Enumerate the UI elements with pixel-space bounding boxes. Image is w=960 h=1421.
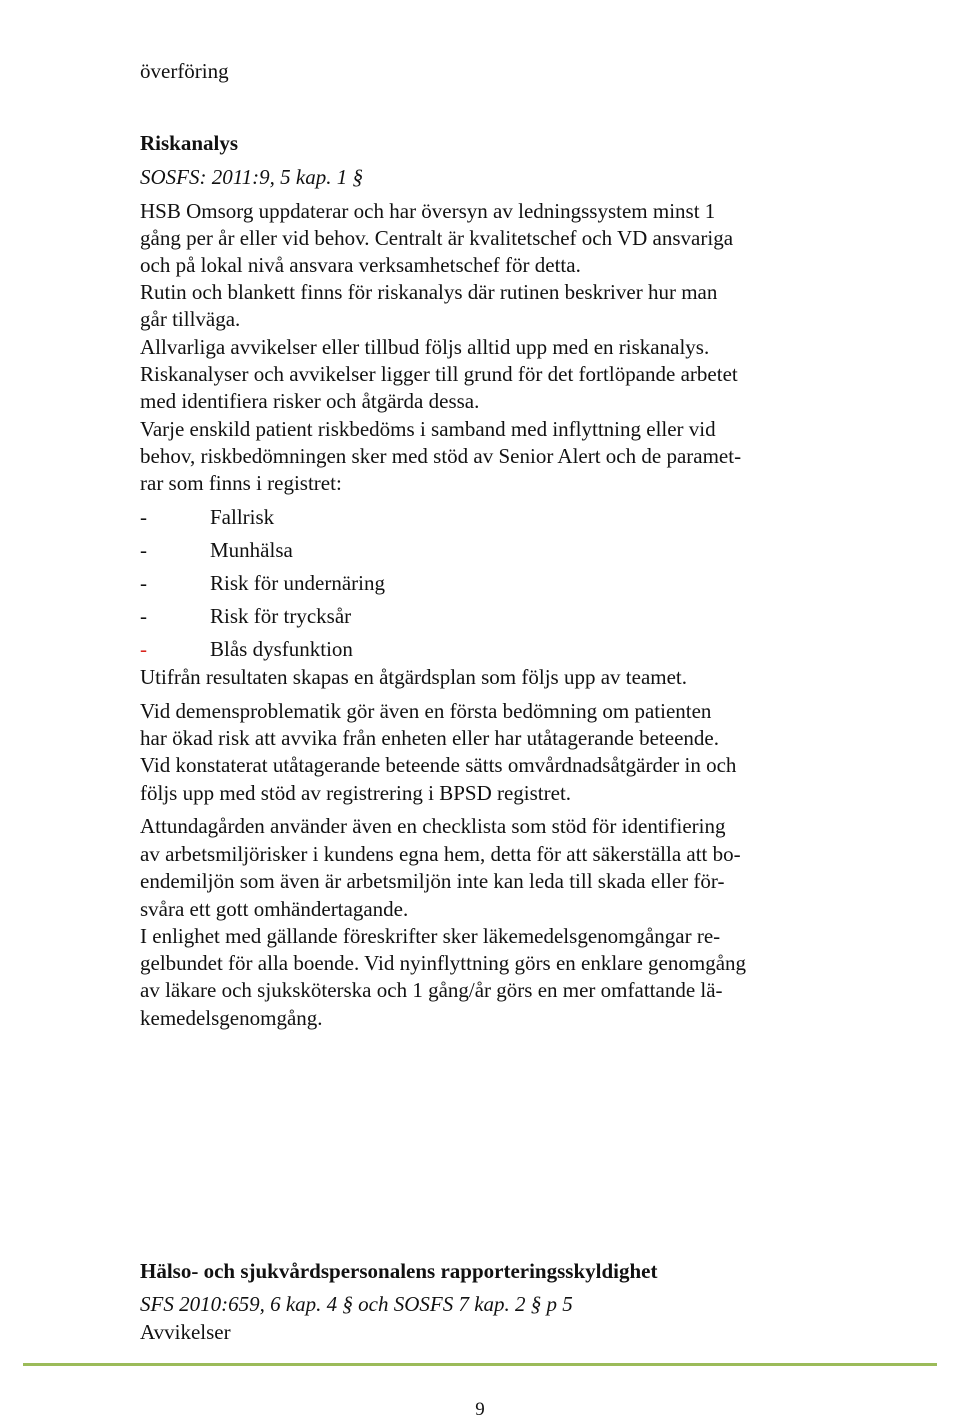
body-text-line: svåra ett gott omhändertagande. (140, 897, 409, 921)
list-dash: - (140, 571, 147, 595)
regulation-reference: SFS 2010:659, 6 kap. 4 § och SOSFS 7 kap. 2 § p 5 (140, 1292, 573, 1316)
body-text-line: har ökad risk att avvika från enheten eller har utåtagerande beteende. (140, 726, 719, 750)
page-number: 9 (475, 1399, 485, 1420)
list-dash: - (140, 505, 147, 529)
body-text-line: Varje enskild patient riskbedöms i samband med inflyttning eller vid (140, 417, 716, 441)
body-text-line: Utifrån resultaten skapas en åtgärdsplan som följs upp av teamet. (140, 665, 688, 689)
section-heading: Riskanalys (140, 131, 239, 155)
list-item (140, 570, 540, 597)
body-text-line: Vid demensproblematik gör även en första bedömning om patienten (140, 699, 712, 723)
list-dash: - (140, 604, 147, 628)
body-text-line: Attundagården använder även en checklista som stöd för identifiering (140, 814, 726, 838)
list-item-text: Fallrisk (210, 505, 275, 529)
subheading: Avvikelser (140, 1320, 231, 1344)
list-item (140, 504, 540, 531)
body-text-line: rar som finns i registret: (140, 471, 342, 495)
body-text-line: går tillväga. (140, 307, 241, 331)
body-text-line: och på lokal nivå ansvara verksamhetschef för detta. (140, 253, 581, 277)
body-text-line: Allvarliga avvikelser eller tillbud följs alltid upp med en riskanalys. (140, 335, 710, 359)
list-item-text: Blås dysfunktion (210, 637, 353, 661)
body-text-line: Riskanalyser och avvikelser ligger till grund för det fortlöpande arbetet (140, 362, 738, 386)
body-text: överföring (140, 59, 229, 83)
body-text-line: av läkare och sjuksköterska och 1 gång/år görs en mer omfattande lä- (140, 978, 723, 1002)
list-item (140, 603, 540, 630)
body-text-line: Rutin och blankett finns för riskanalys där rutinen beskriver hur man (140, 280, 718, 304)
body-text-line: behov, riskbedömningen sker med stöd av Senior Alert och de paramet- (140, 444, 742, 468)
body-text-line: endemiljön som även är arbetsmiljön inte kan leda till skada eller för- (140, 869, 725, 893)
body-text-line: följs upp med stöd av registrering i BPSD registret. (140, 781, 572, 805)
list-item-text: Munhälsa (210, 538, 293, 562)
section-heading: Hälso- och sjukvårdspersonalens rapporteringsskyldighet (140, 1259, 658, 1283)
footer-rule (23, 1363, 937, 1366)
body-text-line: kemedelsgenomgång. (140, 1006, 323, 1030)
body-text-line: HSB Omsorg uppdaterar och har översyn av ledningssystem minst 1 (140, 199, 716, 223)
body-text-line: gelbundet för alla boende. Vid nyinflyttning görs en enklare genomgång (140, 951, 747, 975)
list-dash: - (140, 538, 147, 562)
list-item-text: Risk för undernäring (210, 571, 385, 595)
list-dash-red: - (140, 637, 147, 661)
body-text-line: av arbetsmiljörisker i kundens egna hem, detta för att säkerställa att bo- (140, 842, 741, 866)
list-item (140, 636, 540, 663)
list-item-text: Risk för trycksår (210, 604, 352, 628)
body-text-line: med identifiera risker och åtgärda dessa. (140, 389, 480, 413)
body-text-line: I enlighet med gällande föreskrifter sker läkemedelsgenomgångar re- (140, 924, 721, 948)
body-text-line: Vid konstaterat utåtagerande beteende sätts omvårdnadsåtgärder in och (140, 753, 737, 777)
regulation-reference: SOSFS: 2011:9, 5 kap. 1 § (140, 165, 363, 189)
body-text-line: gång per år eller vid behov. Centralt är kvalitetschef och VD ansvariga (140, 226, 734, 250)
list-item (140, 537, 540, 564)
